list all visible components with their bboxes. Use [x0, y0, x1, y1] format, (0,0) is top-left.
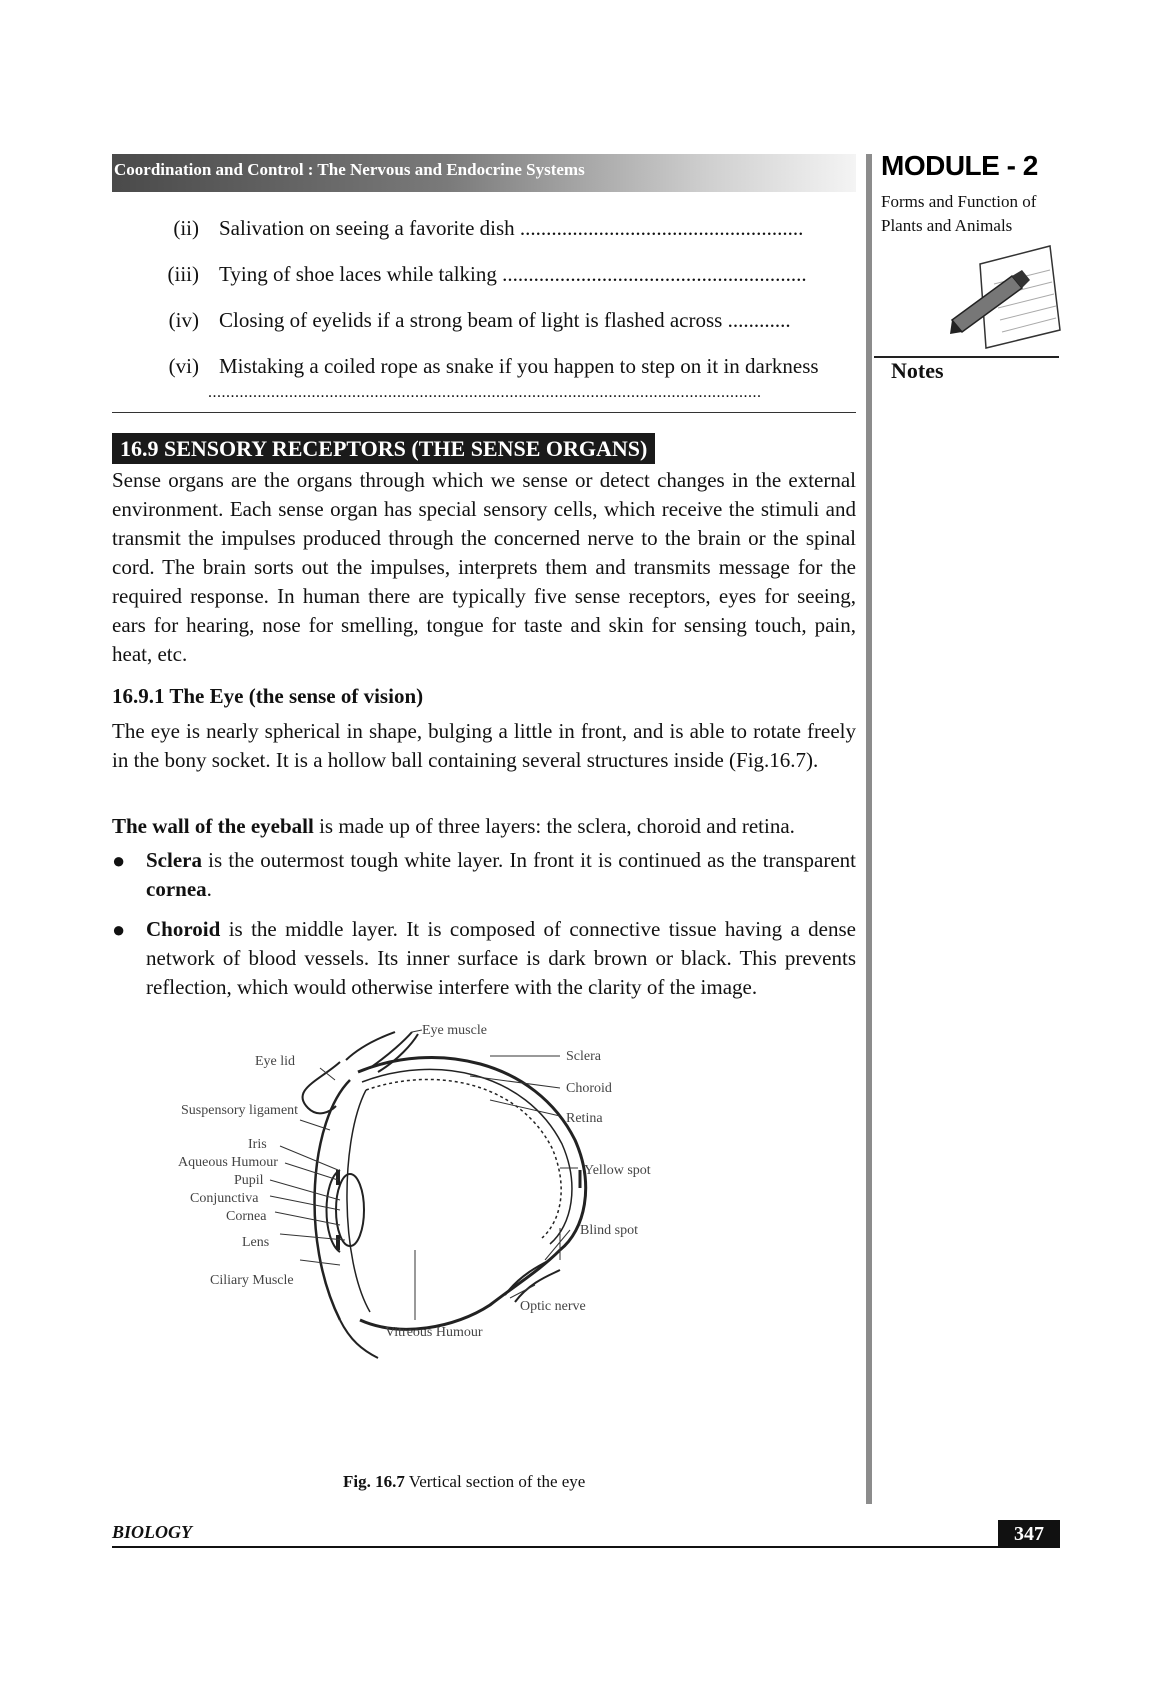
section-heading: 16.9 SENSORY RECEPTORS (THE SENSE ORGANS): [112, 433, 655, 464]
label-retina: Retina: [566, 1111, 603, 1126]
label-sclera: Sclera: [566, 1049, 601, 1064]
sclera-term: Sclera: [146, 848, 202, 872]
margin-divider: [866, 154, 872, 1504]
chapter-title: Coordination and Control : The Nervous and Endocrine Systems: [114, 160, 585, 179]
bullet-text: [146, 846, 856, 904]
footer-subject: BIOLOGY: [112, 1522, 192, 1542]
caption-text: Vertical section of the eye: [404, 1472, 586, 1491]
exercise-text: Closing of eyelids if a strong beam of light is flashed across ............: [219, 308, 791, 332]
notes-label: Notes: [891, 358, 944, 383]
exercise-text: Tying of shoe laces while talking ..........................................................: [219, 262, 807, 286]
exercise-item: [145, 308, 855, 333]
label-conjunctiva: Conjunctiva: [190, 1191, 259, 1206]
exercise-number: (ii): [173, 216, 199, 240]
label-suspensory-ligament: Suspensory ligament: [181, 1103, 299, 1118]
eye-paragraph: The eye is nearly spherical in shape, bulging a little in front, and is able to rotate freely in the bony socket. It is a hollow ball containing several structures inside (Fig.16.7).: [112, 719, 856, 772]
wall-bold: The wall of the eyeball: [112, 814, 314, 838]
page-number: 347: [998, 1520, 1060, 1548]
choroid-desc: is the middle layer. It is composed of connective tissue having a dense network of blood vessels. Its inner surface is dark brown or black. This prevents reflection, which would otherwise interfere with the clarity of the image.: [146, 917, 856, 999]
bullet-dot: ●: [112, 848, 126, 873]
label-aqueous-humour: Aqueous Humour: [178, 1155, 278, 1170]
intro-paragraph: Sense organs are the organs through which we sense or detect changes in the external environment. Each sense organ has special sensory cells, which receive the stimuli and transmit the impulses produced through the concerned nerve to the brain or the spinal cord. The brain sorts out the impulses, interprets them and transmits message for the required response. In human there are typically five sense receptors, eyes for seeing, ears for hearing, nose for smelling, tongue for taste and skin for sensing touch, pain, heat, etc.: [112, 468, 856, 666]
label-vitreous-humour: Vitreous Humour: [385, 1325, 483, 1340]
bullet-sclera: [112, 846, 856, 906]
module-subtitle-line2: Plants and Animals: [881, 216, 1013, 235]
sclera-desc: is the outermost tough white layer. In front it is continued as the transparent: [201, 848, 856, 872]
label-eye-muscle: Eye muscle: [422, 1023, 487, 1038]
exercise-text: Mistaking a coiled rope as snake if you happen to step on it in darkness: [219, 354, 819, 378]
label-blind-spot: Blind spot: [580, 1223, 638, 1238]
label-iris: Iris: [248, 1137, 267, 1152]
caption-number: Fig. 16.7: [343, 1472, 405, 1491]
wall-rest: is made up of three layers: the sclera, choroid and retina.: [313, 814, 795, 838]
module-title: MODULE - 2: [881, 150, 1038, 181]
bullet-dot: ●: [112, 917, 126, 942]
exercise-text: Salivation on seeing a favorite dish ......................................................: [219, 216, 804, 240]
subsection-heading: 16.9.1 The Eye (the sense of vision): [112, 684, 424, 708]
bullet-choroid: [112, 915, 856, 1005]
label-optic-nerve: Optic nerve: [520, 1299, 586, 1314]
figure-caption: [343, 1472, 585, 1492]
module-subtitle: [881, 190, 1071, 238]
label-eye-lid: Eye lid: [255, 1054, 296, 1069]
label-yellow-spot: Yellow spot: [584, 1163, 651, 1178]
label-pupil: Pupil: [234, 1173, 264, 1188]
section-separator: [112, 412, 856, 413]
choroid-term: Choroid: [146, 917, 221, 941]
label-ciliary-muscle: Ciliary Muscle: [210, 1273, 294, 1288]
exercise-item: [145, 262, 855, 287]
exercise-number: (vi): [168, 354, 199, 378]
pencil-notepad-icon: [950, 244, 1062, 361]
label-lens: Lens: [242, 1235, 270, 1250]
cornea-term: cornea: [146, 877, 207, 901]
exercise-number: (iii): [167, 262, 199, 286]
sclera-end: .: [206, 877, 212, 901]
footer-rule: [112, 1546, 1060, 1548]
exercise-item: [145, 216, 855, 241]
exercise-number: (iv): [168, 308, 199, 332]
eye-diagram: [178, 1020, 710, 1395]
exercise-item: [145, 354, 855, 379]
answer-dots: ...........................................................................................................................: [208, 384, 762, 401]
label-choroid: Choroid: [566, 1081, 612, 1096]
module-subtitle-line1: Forms and Function of: [881, 192, 1037, 211]
bullet-text: [146, 915, 856, 1002]
eyeball-wall-paragraph: [112, 812, 856, 841]
label-cornea: Cornea: [226, 1209, 267, 1224]
